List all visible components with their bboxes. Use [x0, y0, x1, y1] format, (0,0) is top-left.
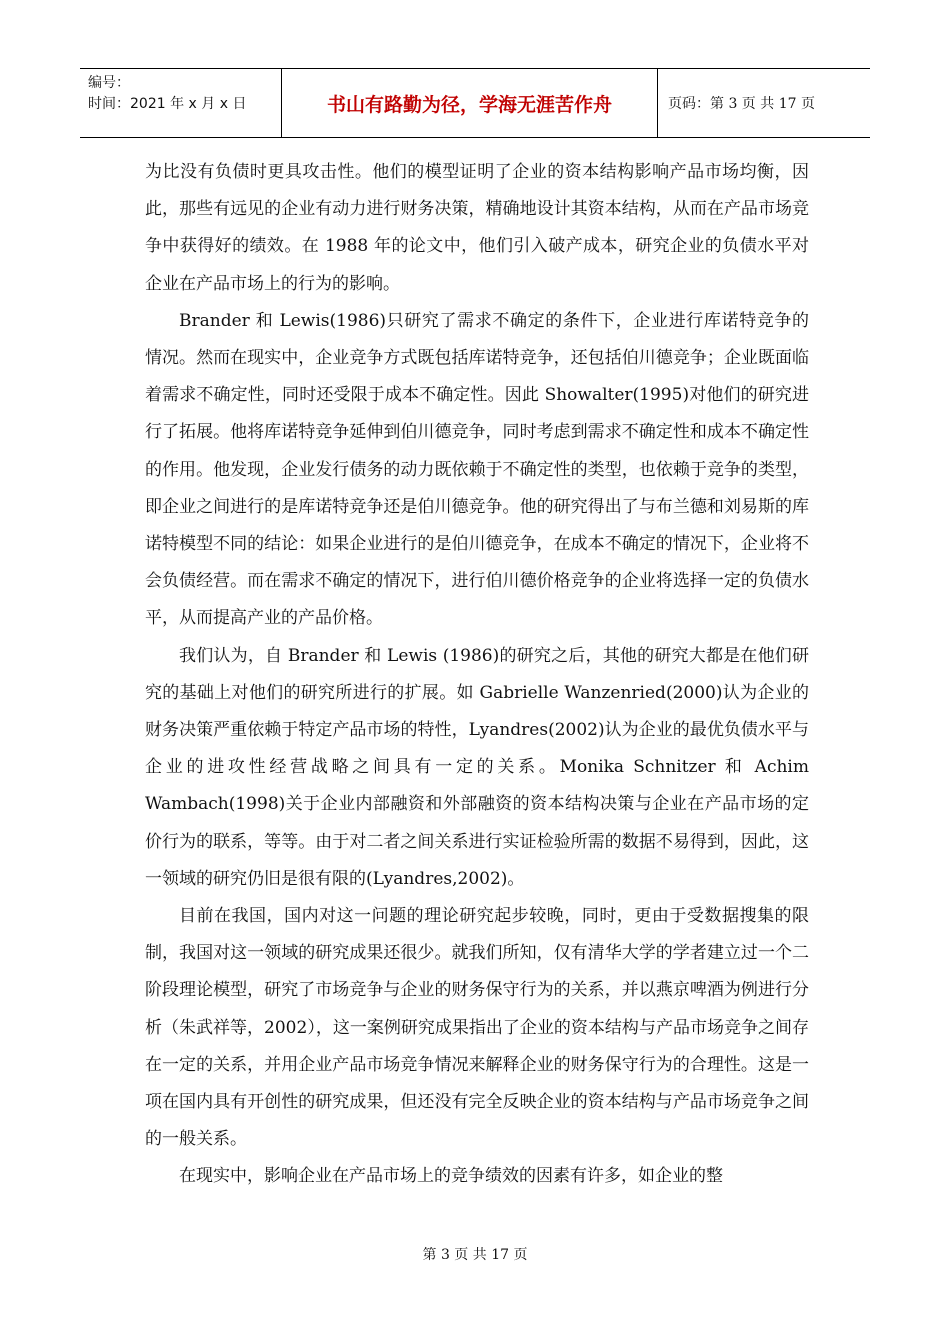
paragraph-4: 目前在我国，国内对这一问题的理论研究起步较晚，同时，更由于受数据搜集的限制，我国对这一领域的研究成果还很少。就我们所知，仅有清华大学的学者建立过一个二阶段理论模型，研究了市场竞争与企业的财务保守行为的关系，并以燕京啤酒为例进行分析（朱武祥等，2002），这一案例研究成果指出了企业的资本结构与产品市场竞争之间存在一定的关系，并用企业产品市场竞争情况来解释企业的财务保守行为的合理性。这是一项在国内具有开创性的研究成果，但还没有完全反映企业的资本结构与产品市场竞争之间的一般关系。: [145, 906, 809, 1150]
document-date: 时间：2021 年 x 月 x 日: [88, 96, 247, 112]
header-motto: 书山有路勤为径，学海无涯苦作舟: [282, 69, 658, 137]
paragraph-1: 为比没有负债时更具攻击性。他们的模型证明了企业的资本结构影响产品市场均衡，因此，那些有远见的企业有动力进行财务决策，精确地设计其资本结构，从而在产品市场竞争中获得好的绩效。在 1988 年的论文中，他们引入破产成本，研究企业的负债水平对企业在产品市场上的行为的影响。: [145, 162, 809, 294]
document-number-label: 编号：: [88, 75, 130, 91]
page-footer: 第 3 页 共 17 页: [422, 1247, 528, 1263]
document-body: [145, 154, 809, 1196]
header-page-info: 页码：第 3 页 共 17 页: [668, 96, 815, 112]
paragraph-2: Brander 和 Lewis(1986)只研究了需求不确定的条件下，企业进行库诺特竞争的情况。然而在现实中，企业竞争方式既包括库诺特竞争，还包括伯川德竞争；企业既面临着需求不确定性，同时还受限于成本不确定性。因此 Showalter(1995)对他们的研究进行了拓展。他将库诺特竞争延伸到伯川德竞争，同时考虑到需求不确定性和成本不确定性的作用。他发现，企业发行债务的动力既依赖于不确定性的类型，也依赖于竞争的类型，即企业之间进行的是库诺特竞争还是伯川德竞争。他的研究得出了与布兰德和刘易斯的库诺特模型不同的结论：如果企业进行的是伯川德竞争，在成本不确定的情况下，企业将不会负债经营。而在需求不确定的情况下，进行伯川德价格竞争的企业将选择一定的负债水平，从而提高产业的产品价格。: [145, 310, 809, 629]
header-meta: [80, 69, 282, 137]
paragraph-5: 在现实中，影响企业在产品市场上的竞争绩效的因素有许多，如企业的整: [179, 1166, 723, 1187]
page-header: [80, 68, 870, 138]
paragraph-3: 我们认为，自 Brander 和 Lewis (1986)的研究之后，其他的研究大都是在他们研究的基础上对他们的研究所进行的扩展。如 Gabrielle Wanzenried(2000)认为企业的财务决策严重依赖于特定产品市场的特性，Lyandres(2002)认为企业的最优负债水平与企业的进攻性经营战略之间具有一定的关系。Monika Schnitzer 和 Achim Wambach(1998)关于企业内部融资和外部融资的资本结构决策与企业在产品市场的定价行为的联系，等等。由于对二者之间关系进行实证检验所需的数据不易得到，因此，这一领域的研究仍旧是很有限的(Lyandres,2002)。: [145, 645, 809, 889]
